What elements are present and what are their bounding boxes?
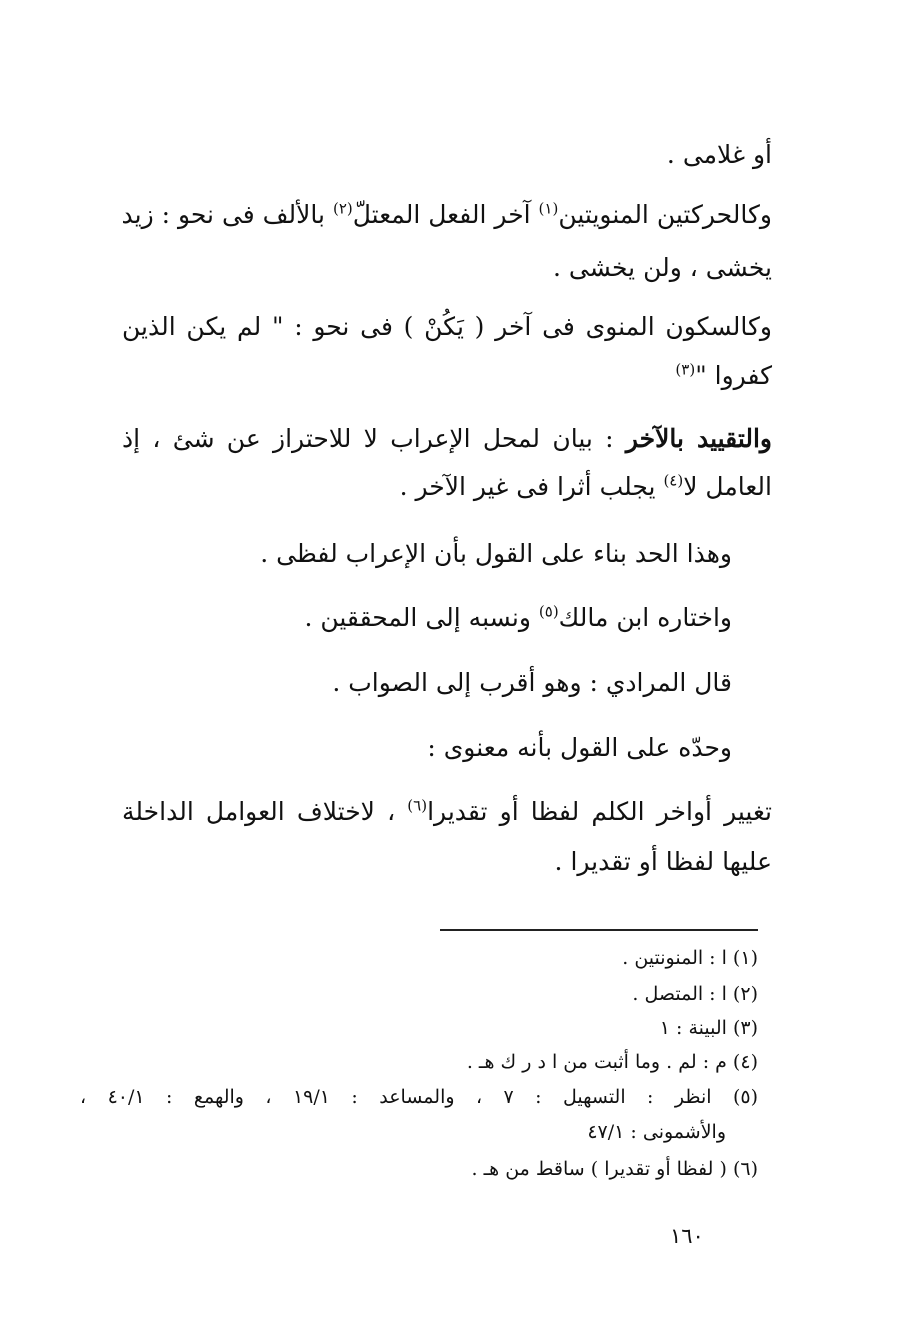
footnote-ref: (٢) [332, 199, 353, 218]
text-line: والتقييد بالآخر : بيان لمحل الإعراب لا للاحتراز عن شئ ، إذ [122, 424, 772, 453]
text-line: العامل لا$^{(٤)}$ يجلب أثرا فى غير الآخر . [399, 471, 772, 501]
text-line: قال المرادي : وهو أقرب إلى الصواب . [332, 668, 732, 697]
footnote: (٢) ا : المتصل . [632, 983, 758, 1005]
page-number: ١٦٠ [670, 1224, 704, 1248]
footnote-ref: (١) [538, 199, 559, 218]
text-line: كفروا "$^{(٣)}$ [675, 360, 772, 390]
footnote: (٤) م : لم . وما أثبت من ا د ر ك هـ . [466, 1051, 758, 1073]
footnote: (٣) البينة : ١ [659, 1017, 758, 1039]
footnote: (٥) انظر : التسهيل : ٧ ، والمساعد : ١٩/١ ، والهمع : ٤٠/١ ، [80, 1086, 759, 1108]
text-line: وهذا الحد بناء على القول بأن الإعراب لفظى . [260, 539, 732, 568]
footnote: (٦) ( لفظا أو تقديرا ) ساقط من هـ . [471, 1158, 758, 1180]
bold-term: والتقييد بالآخر [625, 424, 772, 453]
footnote-separator [440, 929, 758, 931]
text-line: أو غلامى . [666, 140, 772, 169]
footnote-continuation: والأشمونى : ٤٧/١ [587, 1121, 726, 1143]
text-line: وحدّه على القول بأنه معنوى : [427, 733, 732, 762]
footnote-ref: (٥) [538, 602, 559, 621]
text-line: واختاره ابن مالك$^{(٥)}$ ونسبه إلى المحققين . [304, 602, 732, 632]
text-line: وكالحركتين المنويتين$^{(١)}$ آخر الفعل المعتلّ$^{(٢)}$ بالألف فى نحو : زيد [121, 199, 772, 229]
text-line: تغيير أواخر الكلم لفظا أو تقديرا$^{(٦)}$ ، لاختلاف العوامل الداخلة [122, 796, 772, 826]
text-line: عليها لفظا أو تقديرا . [554, 847, 772, 876]
text-line: يخشى ، ولن يخشى . [553, 253, 772, 282]
footnote-ref: (٣) [675, 360, 696, 379]
footnote-ref: (٤) [663, 471, 684, 490]
footnote-ref: (٦) [407, 796, 428, 815]
text-line: وكالسكون المنوى فى آخر ( يَكُنْ ) فى نحو : " لم يكن الذين [122, 312, 772, 341]
footnote: (١) ا : المنونتين . [622, 947, 758, 969]
